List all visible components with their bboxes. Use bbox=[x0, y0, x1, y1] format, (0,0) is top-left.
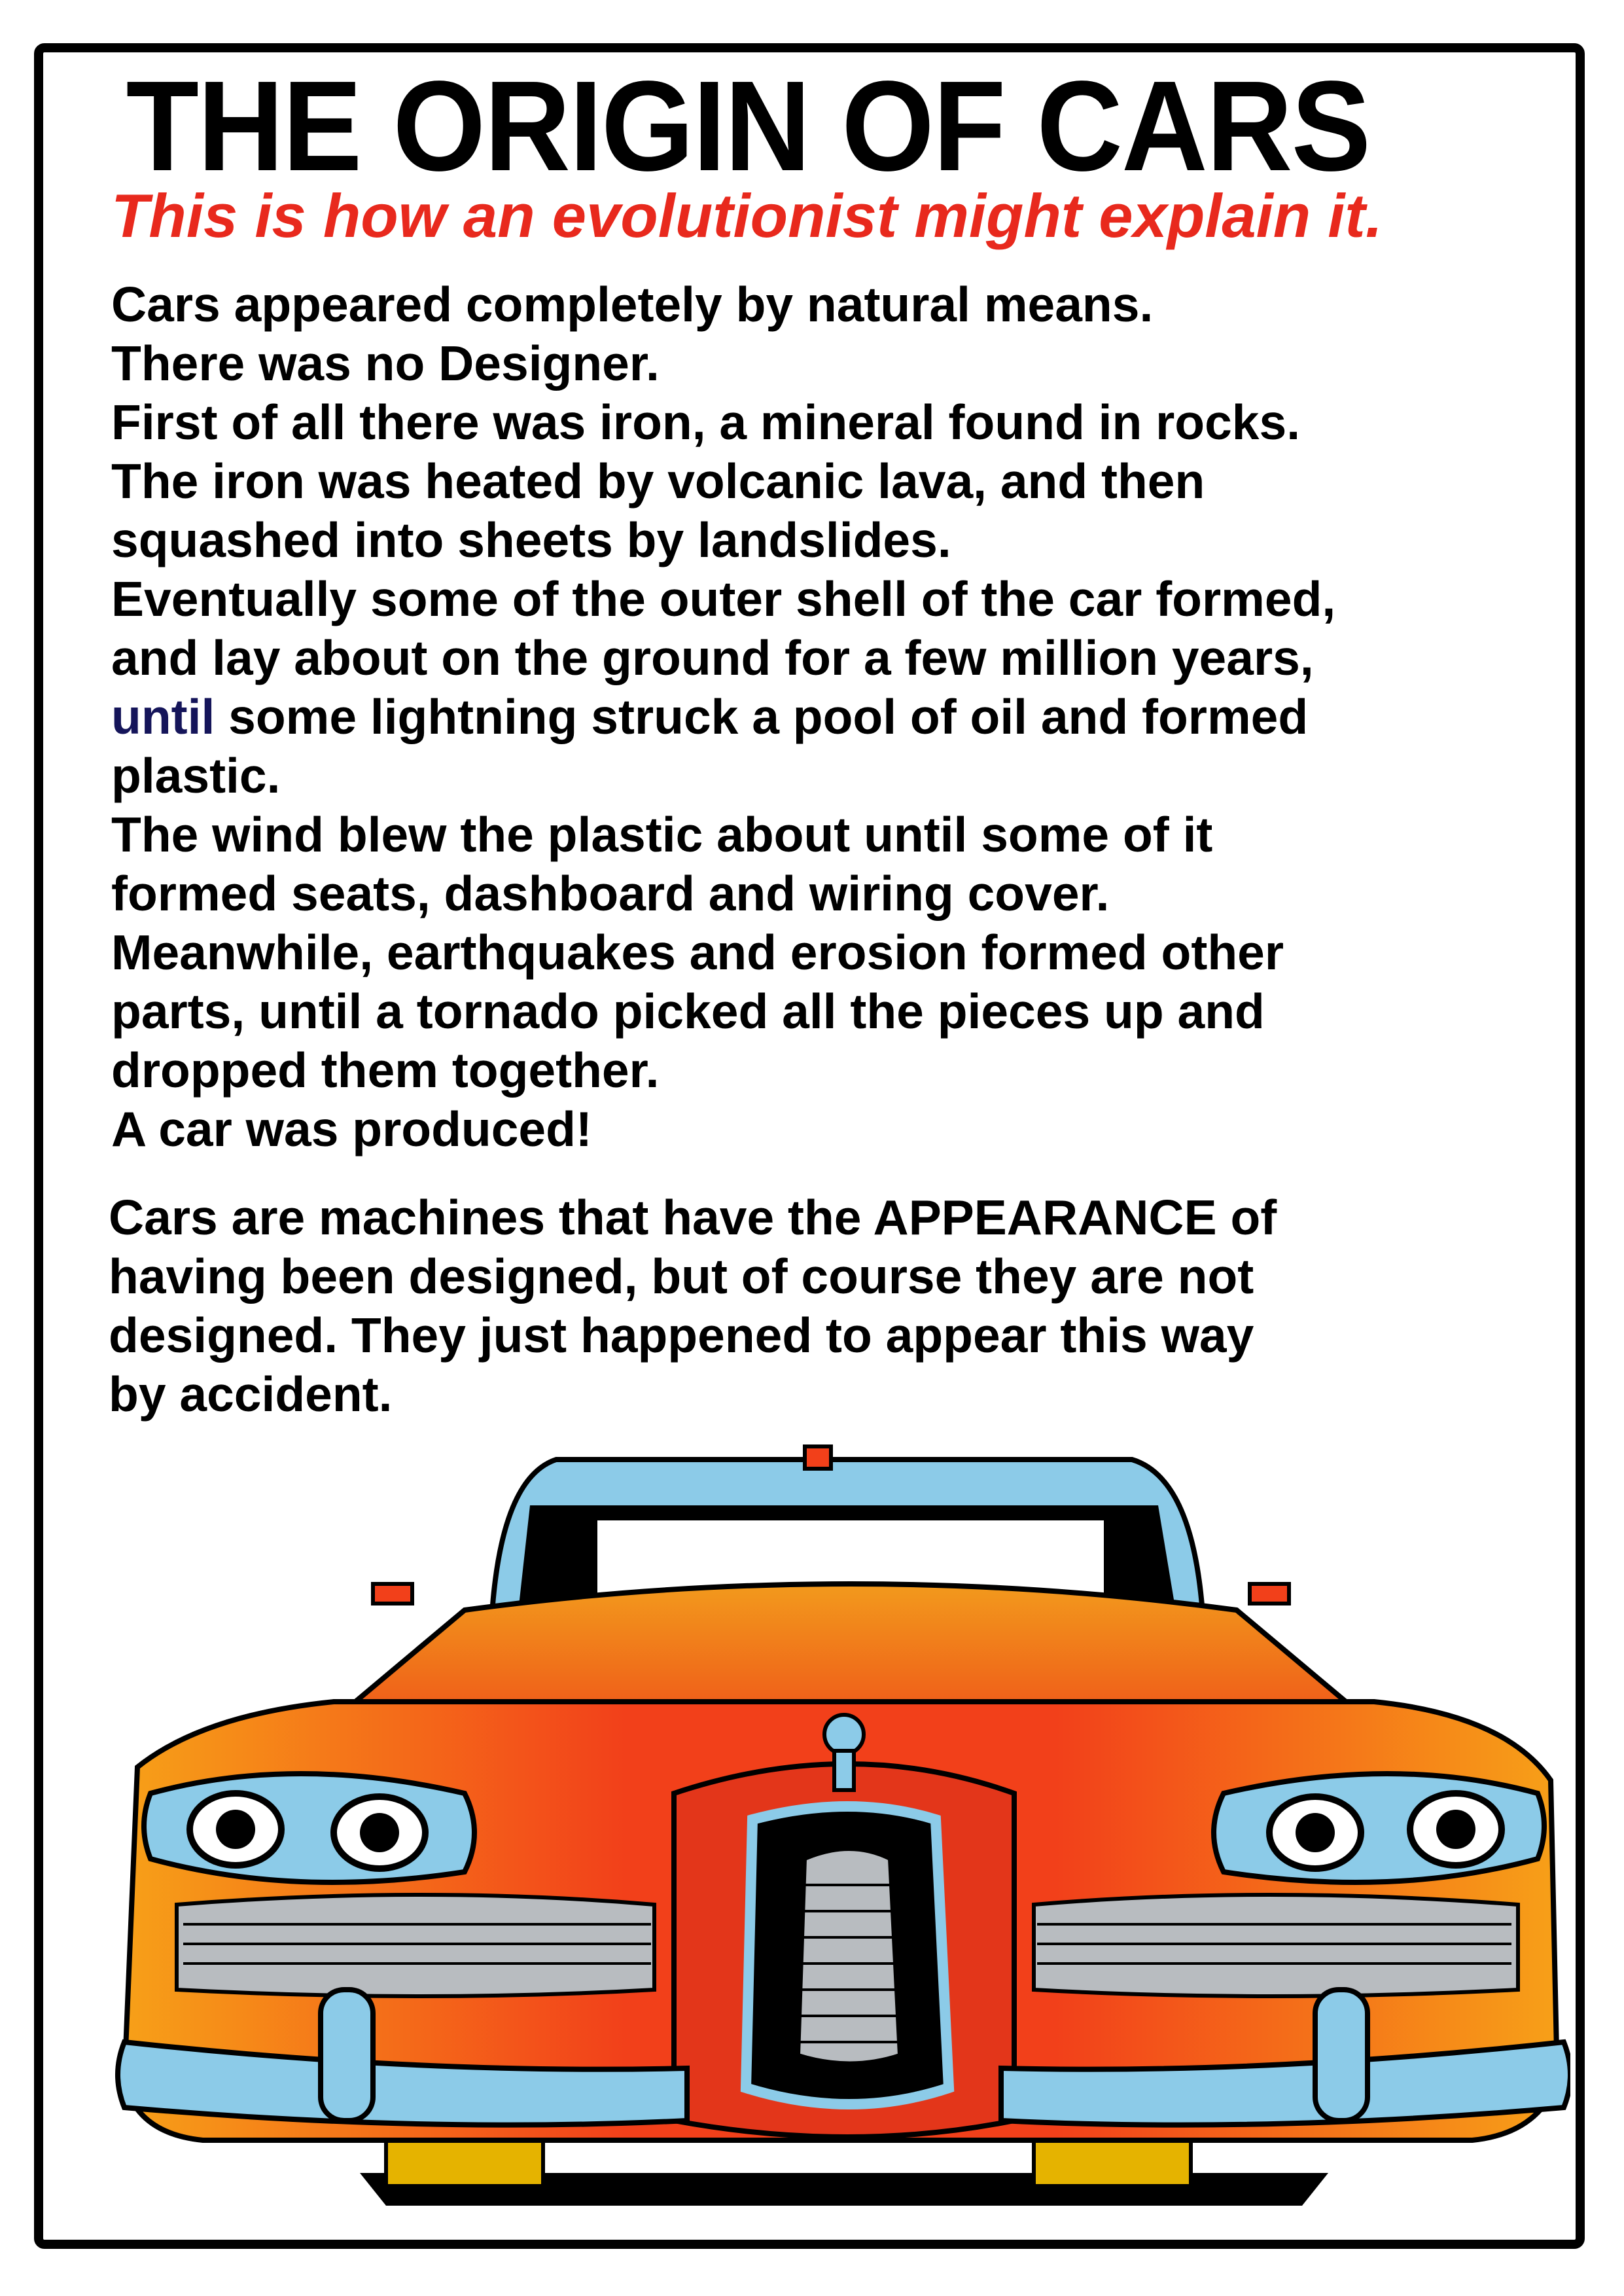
story-line: formed seats, dashboard and wiring cover. bbox=[111, 866, 1110, 921]
left-grille bbox=[177, 1895, 654, 1996]
story-line: Meanwhile, earthquakes and erosion formed other bbox=[111, 925, 1284, 980]
conclusion-line: having been designed, but of course they are not bbox=[109, 1249, 1254, 1304]
story-line bbox=[111, 687, 1518, 746]
story-line: squashed into sheets by landslides. bbox=[111, 512, 951, 567]
story-line: The iron was heated by volcanic lava, and then bbox=[111, 454, 1205, 509]
story-line: There was no Designer. bbox=[111, 336, 660, 391]
story-line: The wind blew the plastic about until some of it bbox=[111, 807, 1213, 862]
right-mirror bbox=[1250, 1584, 1289, 1604]
conclusion-paragraph bbox=[109, 1188, 1515, 1424]
story-line: and lay about on the ground for a few million years, bbox=[111, 630, 1314, 685]
left-mirror bbox=[373, 1584, 412, 1604]
story-paragraph bbox=[111, 275, 1518, 1158]
story-line: plastic. bbox=[111, 748, 281, 803]
page-title: THE ORIGIN OF CARS bbox=[126, 54, 1370, 198]
bumper-guard bbox=[321, 1990, 373, 2121]
story-line: First of all there was iron, a mineral found in rocks. bbox=[111, 395, 1301, 450]
right-grille bbox=[1034, 1895, 1518, 1996]
conclusion-line: designed. They just happened to appear this way bbox=[109, 1308, 1254, 1363]
story-line: Eventually some of the outer shell of the car formed, bbox=[111, 571, 1336, 626]
story-line: parts, until a tornado picked all the pieces up and bbox=[111, 984, 1265, 1039]
page-subtitle: This is how an evolutionist might explain it. bbox=[111, 181, 1383, 250]
story-word-until: until bbox=[111, 689, 215, 744]
car-illustration bbox=[98, 1427, 1570, 2212]
bumper-guard bbox=[1315, 1990, 1368, 2121]
story-line-rest: some lightning struck a pool of oil and formed bbox=[215, 689, 1309, 744]
conclusion-line: Cars are machines that have the APPEARANCE of bbox=[109, 1190, 1277, 1245]
story-line: dropped them together. bbox=[111, 1043, 660, 1098]
rear-view-mirror bbox=[805, 1446, 831, 1469]
hood-ornament bbox=[824, 1715, 864, 1754]
story-line: A car was produced! bbox=[111, 1102, 592, 1157]
center-grille bbox=[798, 1849, 900, 2064]
story-line: Cars appeared completely by natural means. bbox=[111, 277, 1154, 332]
conclusion-line: by accident. bbox=[109, 1367, 393, 1422]
